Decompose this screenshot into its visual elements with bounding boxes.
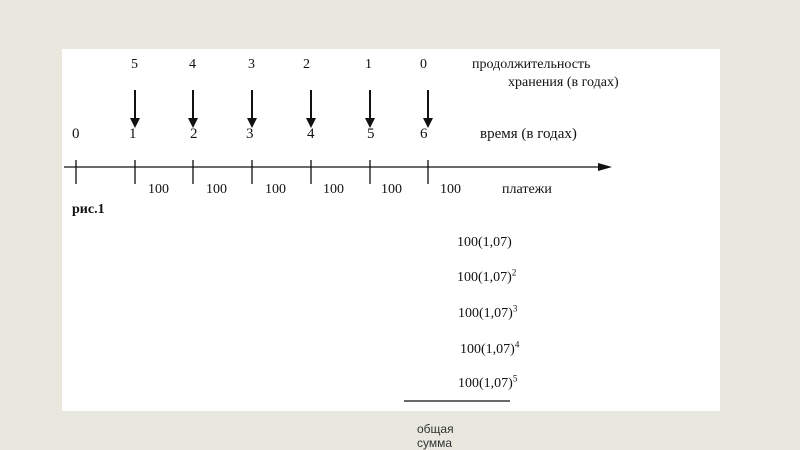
formula [460, 339, 520, 357]
formula [458, 373, 518, 391]
formula-base: 100(1,07) [460, 342, 515, 357]
formula-base: 100(1,07) [457, 235, 512, 250]
time-title: время (в годах) [480, 126, 577, 142]
storage-label: 5 [131, 57, 138, 72]
time-label: 2 [190, 126, 198, 142]
payments-title: платежи [502, 182, 552, 197]
storage-label: 3 [248, 57, 255, 72]
storage-label: 2 [303, 57, 310, 72]
formula [458, 303, 518, 321]
formula-base: 100(1,07) [457, 270, 512, 285]
formula-exponent: 2 [511, 267, 517, 278]
payment-value: 100 [206, 182, 227, 197]
storage-label: 1 [365, 57, 372, 72]
payment-value: 100 [440, 182, 461, 197]
payment-value: 100 [323, 182, 344, 197]
storage-label: 0 [420, 57, 427, 72]
storage-title-line2: хранения (в годах) [508, 75, 619, 90]
storage-title-line1: продолжительность [472, 57, 591, 72]
payment-value: 100 [265, 182, 286, 197]
time-label: 0 [72, 126, 80, 142]
time-label: 6 [420, 126, 428, 142]
formula-base: 100(1,07) [458, 306, 513, 321]
formula-exponent: 4 [514, 339, 520, 350]
formula-base: 100(1,07) [458, 376, 513, 391]
formula [457, 236, 512, 250]
formula-exponent: 3 [512, 303, 518, 314]
time-label: 4 [307, 126, 315, 142]
time-axis-arrowhead [598, 163, 612, 171]
time-label: 5 [367, 126, 375, 142]
formula-exponent: 5 [512, 373, 518, 384]
time-label: 1 [129, 126, 137, 142]
time-label: 3 [246, 126, 254, 142]
figure-label: рис.1 [72, 202, 105, 217]
total-sum-caption: общая сумма [417, 422, 454, 450]
storage-label: 4 [189, 57, 196, 72]
payment-value: 100 [381, 182, 402, 197]
formula [457, 267, 517, 285]
payment-value: 100 [148, 182, 169, 197]
